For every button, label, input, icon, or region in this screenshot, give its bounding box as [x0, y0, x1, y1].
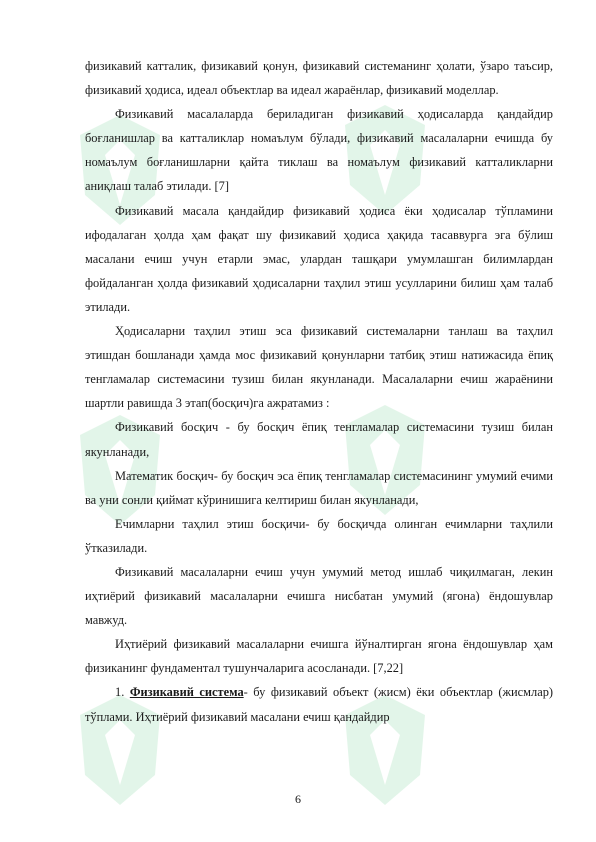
- paragraph: Ечимларни таҳлил этиш босқичи- бу босқичда олинган ечимларни таҳлили ўтказилади.: [85, 516, 553, 555]
- paragraph: Иҳтиёрий физикавий масалаларни ечишга йўналтирган ягона ёндошувлар ҳам физиканинг фундаментал тушунчаларига асосланади. [7,22]: [85, 637, 553, 676]
- paragraph: Физикавий масалаларда бериладиган физикавий ҳодисаларда қандайдир боғланишлар ва катталиклар номаълум бўлади, физикавий масалаларни ечишда бу номаълум боғланишларни қайта тиклаш ва номаълум физикавий катталикларни аниқлаш талаб этилади. [7]: [85, 107, 553, 194]
- paragraph: Физикавий масалаларни ечиш учун умумий метод ишлаб чиқилмаган, лекин иҳтиёрий физикавий масалаларни ечишга нисбатан умумий (ягона) ёндошувлар мавжуд.: [85, 564, 553, 628]
- paragraph: физикавий катталик, физикавий қонун, физикавий системанинг ҳолати, ўзаро таъсир, физикавий ҳодиса, идеал объектлар ва идеал жараёнлар, физикавий моделлар.: [85, 59, 553, 98]
- definition-text: - бу физикавий объект (жисм) ёки объектлар (жисмлар) тўплами. Иҳтиёрий физикавий масалани ечиш қандайдир: [85, 685, 554, 724]
- paragraph: Ҳодисаларни таҳлил этиш эса физикавий системаларни танлаш ва таҳлил этишдан бошланади ҳамда мос физикавий қонунларни татбиқ этиш натижасида ёпиқ тенгламалар системасини тузиш билан якунланади. Масалаларни ечиш жараёнини шартли равишда 3 этап(босқич)га ажратамиз :: [85, 324, 553, 411]
- body-text: [85, 54, 553, 729]
- numbered-paragraph: [85, 680, 553, 728]
- item-number: 1.: [115, 685, 130, 700]
- paragraph: Математик босқич- бу босқич эса ёпиқ тенгламалар системасининг умумий ечими ва уни сонли қиймат кўринишига келтириш билан якунланади,: [85, 468, 553, 507]
- page-number: 6: [295, 792, 301, 806]
- paragraph: Физикавий босқич - бу босқич ёпиқ тенгламалар системасини тузиш билан якунланади,: [85, 420, 553, 459]
- defined-term: Физикавий система: [129, 685, 244, 700]
- paragraph: Физикавий масала қандайдир физикавий ҳодиса ёки ҳодисалар тўпламини ифодалаган ҳолда ҳам фақат шу физикавий ҳодиса ҳақида тасаввурга эга бўлиш масалани ечиш учун етарли эмас, улардан ташқари умумлашган билимлардан фойдаланган ҳолда физикавий ҳодисаларни таҳлил этиш усулларини билиш ҳам талаб этилади.: [85, 203, 553, 314]
